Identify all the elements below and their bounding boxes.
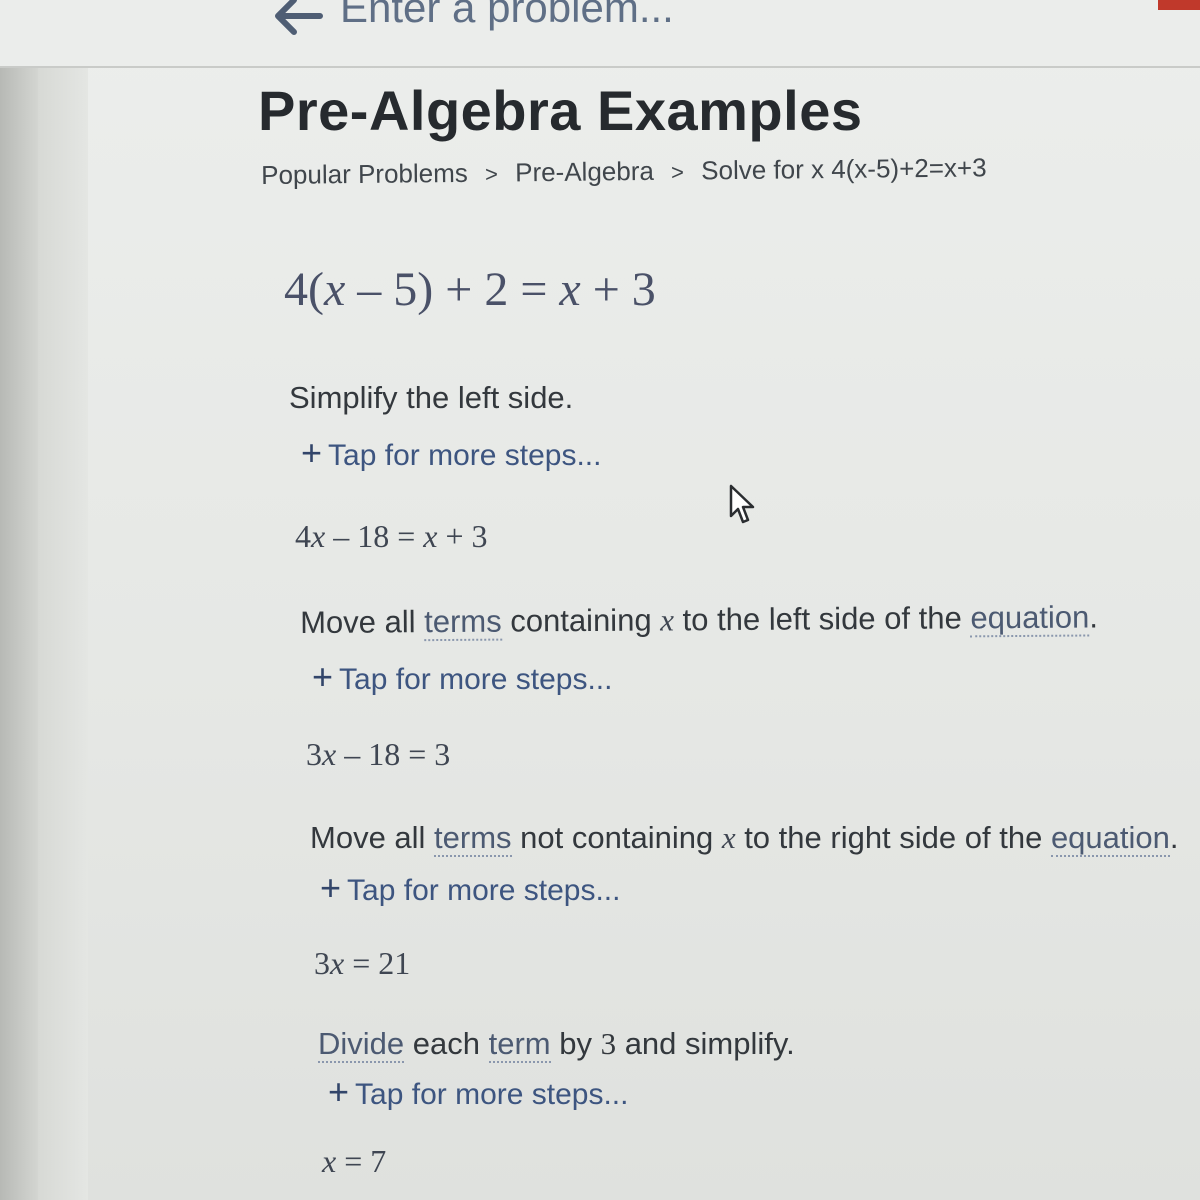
divide-definition-link[interactable]: Divide [318,1026,405,1061]
plus-icon: + [320,867,342,908]
tap-label: Tap for more steps... [355,1078,629,1111]
monitor-bezel [0,60,38,1200]
tap-label: Tap for more steps... [347,874,621,907]
step-1-expand-button[interactable] [301,432,601,474]
problem-equation: 4(x – 5) + 2 = x + 3 [284,263,656,316]
back-arrow-icon[interactable] [270,0,326,38]
step-3-instruction: Move all terms not containing x to the right side of the equation. [310,820,1179,855]
plus-icon: + [312,656,334,697]
step-3-result: 3x = 21 [314,945,411,981]
tap-label: Tap for more steps... [328,439,602,472]
breadcrumb-pre-algebra[interactable]: Pre-Algebra [514,155,655,188]
step-3-expand-button[interactable] [320,867,620,909]
breadcrumb-popular-problems[interactable]: Popular Problems [261,157,468,190]
step-4-expand-button[interactable] [328,1071,628,1113]
step-2-result: 3x – 18 = 3 [306,736,451,772]
plus-icon: + [328,1071,350,1112]
top-bar [0,0,1200,68]
breadcrumb-current: Solve for x 4(x-5)+2=x+3 [701,152,987,186]
corner-indicator [1158,0,1200,10]
term-definition-link[interactable]: term [488,1026,551,1061]
breadcrumb-separator: > [484,161,499,187]
equation-definition-link[interactable]: equation [1050,820,1170,855]
step-2-instruction: Move all terms containing x to the left side of the equation. [300,599,1099,640]
problem-search-input[interactable] [340,0,940,38]
step-4-instruction: Divide each term by 3 and simplify. [318,1026,795,1061]
term-definition-link[interactable]: terms [424,603,502,640]
term-definition-link[interactable]: terms [434,820,512,855]
page-margin [38,60,88,1200]
final-answer: x = 7 [322,1143,387,1179]
breadcrumb [261,152,987,191]
step-1-result: 4x – 18 = x + 3 [295,518,488,554]
equation-definition-link[interactable]: equation [970,599,1090,636]
breadcrumb-separator: > [670,159,685,185]
plus-icon: + [301,432,323,473]
step-2-expand-button[interactable] [312,656,612,698]
page-title: Pre-Algebra Examples [258,79,863,142]
tap-label: Tap for more steps... [339,663,613,696]
mouse-pointer-icon [728,484,756,526]
step-1-instruction: Simplify the left side. [289,380,574,415]
